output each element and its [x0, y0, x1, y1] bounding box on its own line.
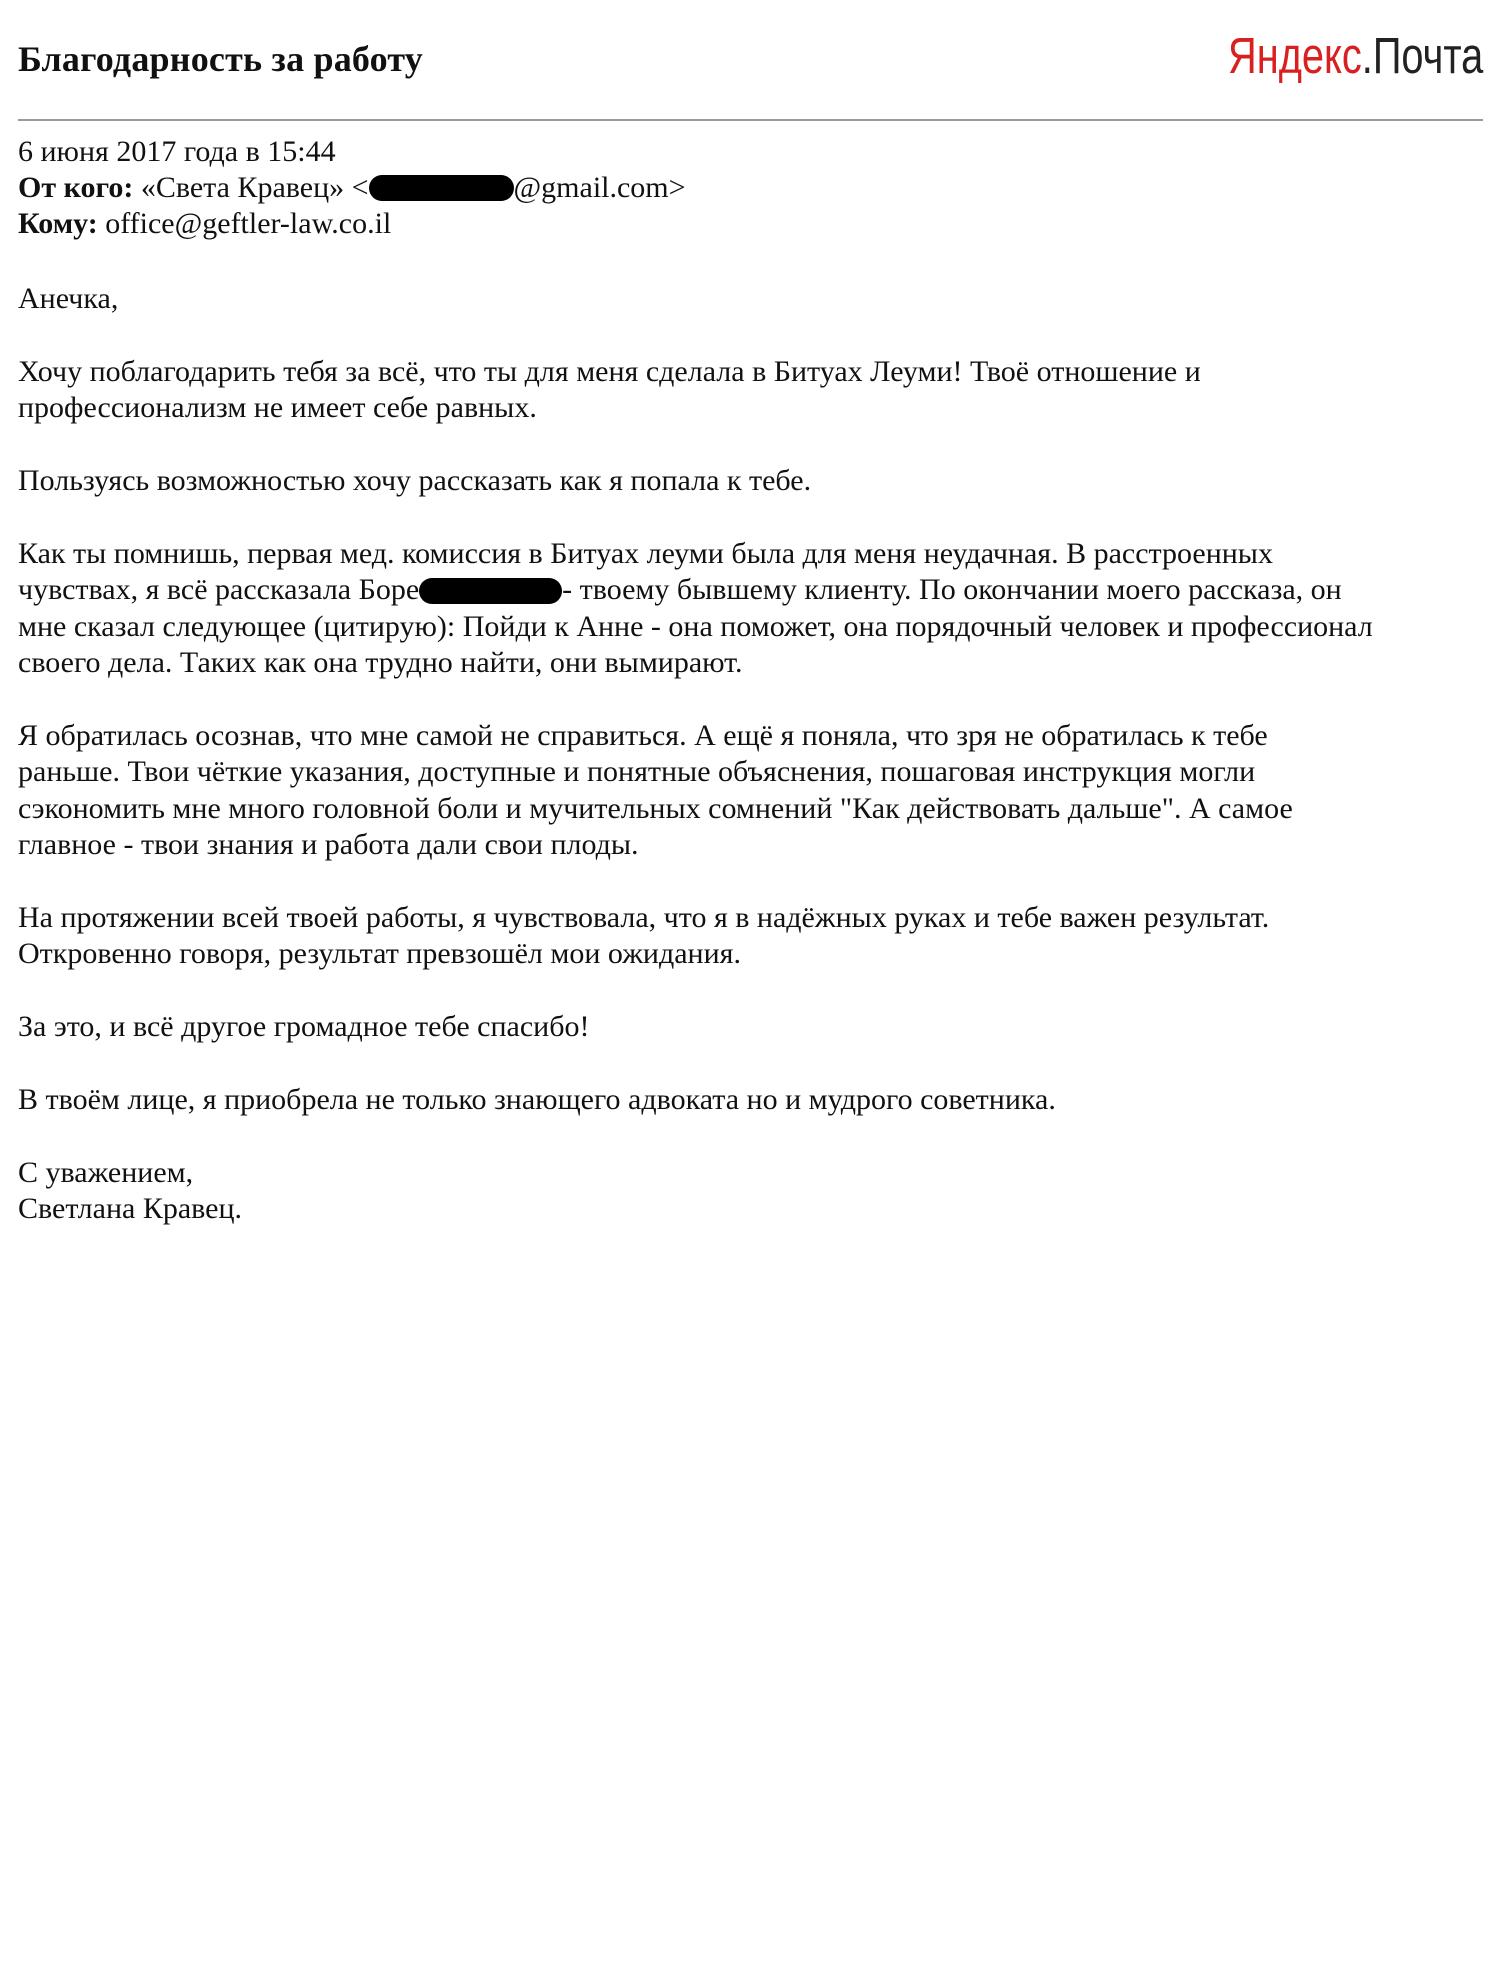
email-header [18, 0, 1483, 120]
paragraph-thanks: Хочу поблагодарить тебя за всё, что ты для меня сделала в Битуах Леуми! Твоё отношение и профессионализм не имеет себе равных. [18, 354, 1201, 425]
paragraph-story [18, 536, 1483, 682]
yandex-mail-logo [1227, 27, 1483, 84]
greeting: Анечка, [18, 282, 119, 315]
sender-name: «Света Кравец» < [140, 171, 369, 204]
recipient-address: office@geftler-law.co.il [105, 207, 392, 240]
to-label: Кому: [18, 207, 98, 240]
from-label: От кого: [18, 171, 134, 204]
header-divider [18, 119, 1483, 121]
email-body [18, 281, 1483, 1227]
paragraph-story-part2: - твоему бывшему клиенту. По окончании моего рассказа, он мне сказал следующее (цитирую): Пойди к Анне - она поможет, она порядочный человек и профессионал своего дела. Таких как она трудно найти, они вымирают. [18, 573, 1373, 680]
logo-service-text: Почта [1372, 27, 1483, 84]
email-printout [18, 0, 1483, 1226]
redacted-email-block [369, 175, 514, 201]
logo-dot: . [1361, 27, 1373, 84]
paragraph-gratitude: За это, и всё другое громадное тебе спасибо! [18, 1010, 590, 1044]
paragraph-story-part1: Как ты помнишь, первая мед. комиссия в Битуах леуми была для меня неудачная. В расстроенных чувствах, я всё рассказала Боре [18, 536, 1273, 607]
sender-email-domain: @gmail.com> [513, 171, 686, 204]
paragraph-intro: Пользуясь возможностью хочу рассказать как я попала к тебе. [18, 464, 812, 497]
logo-brand-text: Яндекс [1227, 27, 1362, 84]
sender-line [18, 170, 686, 206]
email-subject: Благодарность за работу [18, 39, 423, 79]
email-date: 6 июня 2017 года в 15:44 [18, 135, 336, 168]
email-meta [18, 134, 686, 242]
paragraph-decision: Я обратилась осознав, что мне самой не справиться. А ещё я поняла, что зря не обратилась к тебе раньше. Твои чёткие указания, доступные и понятные объяснения, пошаговая инструкция могли сэкономить мне много головной боли и мучительных сомнений "Как действовать дальше". А самое главное - твои знания и работа дали свои плоды. [18, 718, 1293, 862]
paragraph-advisor: В твоём лице, я приобрела не только знающего адвоката но и мудрого советника. [18, 1082, 1056, 1116]
signature: С уважением, Светлана Кравец. [18, 1155, 243, 1226]
paragraph-result: На протяжении всей твоей работы, я чувствовала, что я в надёжных руках и тебе важен результат. Откровенно говоря, результат превзошёл мои ожидания. [18, 900, 1270, 971]
recipient-line [18, 206, 686, 242]
redacted-name-block [419, 578, 562, 604]
